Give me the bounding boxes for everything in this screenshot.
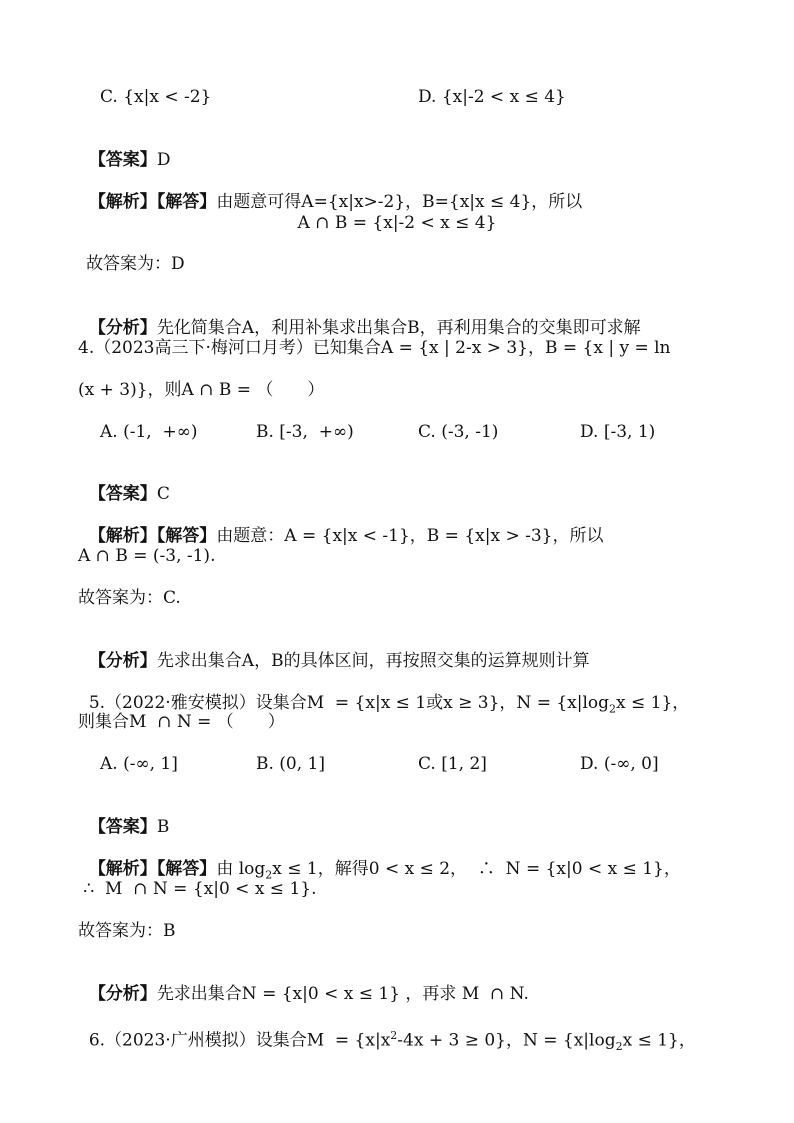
answer-value: C	[156, 484, 170, 504]
solution-text: 由 log	[216, 859, 266, 879]
answer-line	[78, 794, 169, 838]
solution-conclusion: 故答案为：D	[86, 254, 185, 274]
solution-line	[78, 503, 603, 547]
analysis-line	[78, 295, 641, 339]
solution-text: 由题意：A = {x|x < -1}，B = {x|x > -3}，所以	[216, 526, 604, 546]
option-a: A. (-∞, 1]	[100, 754, 178, 774]
question-4-stem: 4.（2023高三下·梅河口月考）已知集合A = {x | 2-x > 3}，B = {x | y = ln	[78, 338, 671, 358]
question-4-stem-cont: (x + 3)}，则A ∩ B = （ ）	[78, 380, 325, 400]
analysis-line	[78, 628, 590, 672]
solution-text-tail: x ≤ 1，解得0 < x ≤ 2， ∴ N = {x|0 < x ≤ 1}，	[272, 859, 681, 879]
solution-result: A ∩ B = (-3, -1).	[78, 546, 216, 566]
option-b: B. [-3, +∞)	[256, 422, 354, 442]
exponent: 2	[390, 1029, 398, 1042]
solution-line	[78, 169, 582, 213]
log-base: 2	[609, 702, 617, 716]
answer-label: 【答案】	[88, 484, 157, 504]
analysis-line	[78, 961, 529, 1005]
option-c: C. [1, 2]	[418, 754, 487, 774]
analysis-text: 先求出集合A，B的具体区间，再按照交集的运算规则计算	[156, 651, 590, 671]
option-a: A. (-1, +∞)	[100, 422, 198, 442]
analysis-label: 【分析】	[88, 984, 157, 1004]
log-base: 2	[265, 868, 273, 882]
option-c: C. {x|x < -2}	[100, 87, 212, 107]
solution-label: 【解析】【解答】	[88, 192, 217, 212]
solution-label: 【解析】【解答】	[88, 859, 217, 879]
answer-line	[78, 127, 170, 171]
question-5-text-tail: x ≤ 1}，	[616, 693, 690, 713]
question-5-text: 5.（2022·雅安模拟）设集合M = {x|x ≤ 1或x ≥ 3}，N = {x|log	[88, 693, 610, 713]
question-6-text-tail: x ≤ 1}，	[622, 1030, 696, 1051]
question-6-stem	[78, 1003, 696, 1058]
solution-formula: A ∩ B = {x|-2 < x ≤ 4}	[297, 213, 497, 233]
log-base: 2	[615, 1040, 623, 1054]
answer-label: 【答案】	[88, 150, 157, 170]
solution-text: 由题意可得A={x|x>-2}，B={x|x ≤ 4}，所以	[216, 192, 583, 212]
solution-conclusion: 故答案为：B	[78, 921, 176, 941]
answer-label: 【答案】	[88, 817, 157, 837]
option-d: D. (-∞, 0]	[580, 754, 659, 774]
option-d: D. {x|-2 < x ≤ 4}	[418, 87, 566, 107]
solution-result: ∴ M ∩ N = {x|0 < x ≤ 1}.	[78, 879, 317, 899]
question-5-stem-cont: 则集合M ∩ N = （ ）	[78, 712, 285, 732]
analysis-label: 【分析】	[88, 651, 157, 671]
solution-label: 【解析】【解答】	[88, 526, 217, 546]
answer-value: D	[156, 150, 171, 170]
option-b: B. (0, 1]	[256, 754, 326, 774]
solution-conclusion: 故答案为：C.	[78, 588, 181, 608]
option-d: D. [-3, 1)	[580, 422, 656, 442]
answer-value: B	[156, 817, 170, 837]
analysis-text: 先化简集合A，利用补集求出集合B，再利用集合的交集即可求解	[156, 318, 641, 338]
analysis-label: 【分析】	[88, 318, 157, 338]
analysis-text: 先求出集合N = {x|0 < x ≤ 1} ，再求 M ∩ N.	[156, 984, 529, 1004]
question-6-text: 6.（2023·广州模拟）设集合M = {x|x	[88, 1030, 391, 1051]
question-6-text-mid: -4x + 3 ≥ 0}，N = {x|log	[397, 1030, 616, 1051]
option-c: C. (-3, -1)	[418, 422, 499, 442]
answer-line	[78, 461, 170, 505]
